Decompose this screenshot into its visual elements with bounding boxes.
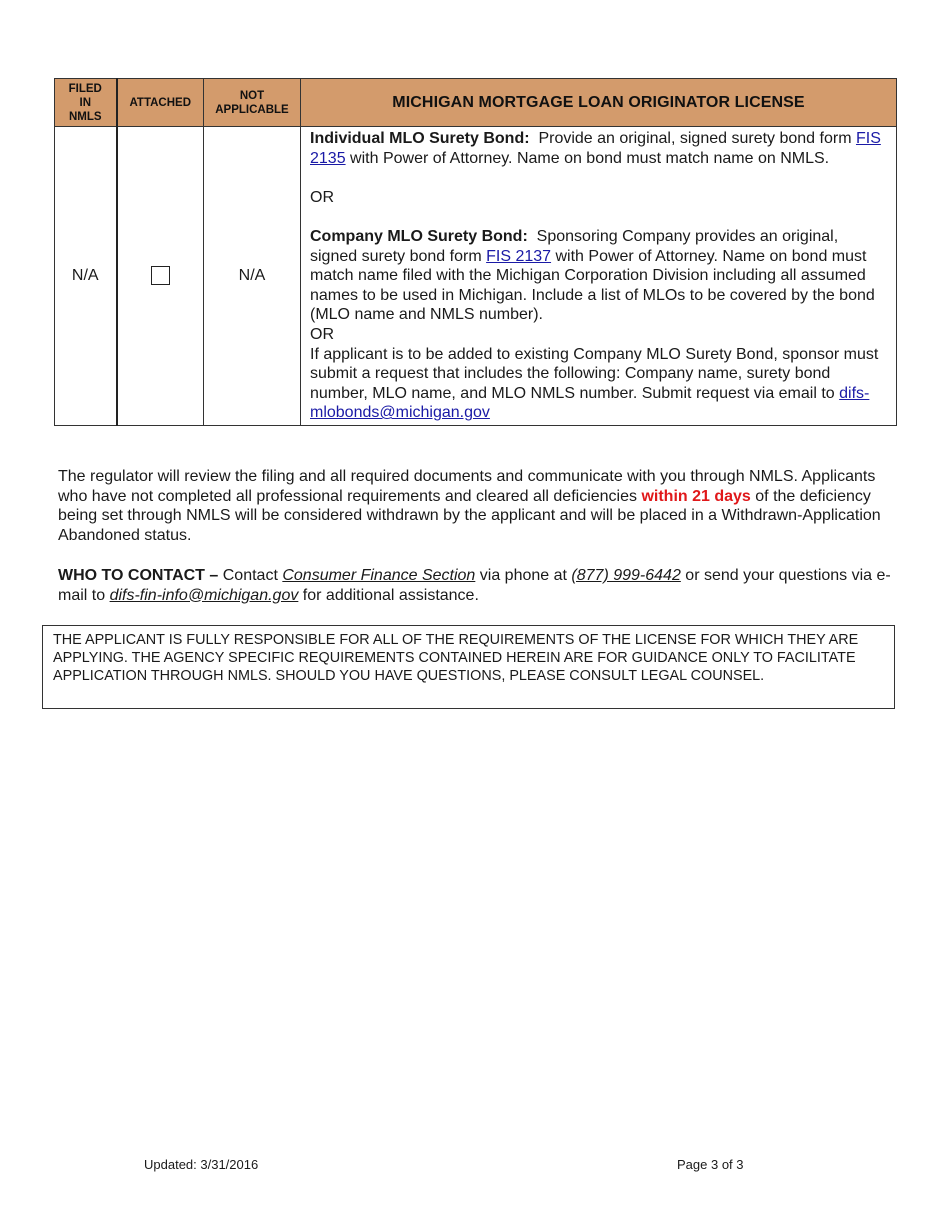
existing-bond-text: If applicant is to be added to existing Company MLO Surety Bond, sponsor must submit a request that includes the following: Company name, surety bond number, MLO name, and MLO NMLS number. Submit request via email to	[310, 345, 879, 402]
contact-email-link[interactable]: difs-fin-info@michigan.gov	[109, 586, 299, 604]
contact-phone-link[interactable]: (877) 999-6442	[571, 567, 681, 584]
individual-bond-paragraph	[310, 129, 888, 168]
table-header-row	[55, 79, 897, 127]
individual-bond-text-1: Provide an original, signed surety bond form	[538, 130, 852, 147]
header-filed-line3: NMLS	[68, 110, 102, 123]
attached-cell	[117, 127, 204, 426]
header-license-title: MICHIGAN MORTGAGE LOAN ORIGINATOR LICENSE	[301, 79, 897, 127]
deadline-highlight: within 21 days	[641, 487, 751, 505]
contact-label: WHO TO CONTACT –	[58, 567, 219, 584]
review-text-2: of the deficiency being set through NMLS will be considered withdrawn by the applicant and will be placed in a Withdrawn-Application Abandoned status.	[58, 487, 881, 544]
contact-text-2: via phone at	[479, 567, 567, 584]
fis-2137-link[interactable]: FIS 2137	[486, 247, 552, 265]
requirements-table	[54, 78, 897, 426]
existing-bond-paragraph	[310, 345, 888, 423]
contact-paragraph	[58, 566, 908, 605]
consumer-finance-section-link[interactable]: Consumer Finance Section	[282, 567, 476, 584]
company-bond-text-2: with Power of Attorney. Name on bond must match name filed with the Michigan Corporation Division including all assumed names to be used in Michigan. Include a list of MLOs to be covered by the bond (MLO name and NMLS number).	[310, 247, 875, 324]
contact-text-4: for additional assistance.	[302, 586, 479, 604]
contact-text-3: or send your questions via e-mail to	[58, 567, 891, 604]
fis-2135-link[interactable]: FIS 2135	[310, 130, 881, 167]
individual-bond-text-2: with Power of Attorney. Name on bond must match name on NMLS.	[350, 149, 830, 167]
mlobonds-email-link[interactable]: difs-mlobonds@michigan.gov	[310, 384, 870, 422]
individual-bond-label: Individual MLO Surety Bond:	[310, 130, 530, 147]
filed-cell: N/A	[55, 127, 117, 426]
review-paragraph	[58, 467, 908, 545]
contact-text-1: Contact	[222, 567, 278, 584]
footer-updated: Updated: 3/31/2016	[144, 1157, 259, 1172]
company-bond-text-1: Sponsoring Company provides an original, signed surety bond form	[310, 227, 839, 265]
header-filed-in-nmls	[55, 79, 117, 127]
header-na-line2: APPLICABLE	[215, 103, 289, 116]
header-filed-line1: FILED	[68, 82, 102, 95]
requirement-description	[301, 127, 897, 426]
header-attached: ATTACHED	[117, 79, 204, 127]
table-row	[55, 127, 897, 426]
or-separator-1: OR	[310, 188, 334, 206]
not-applicable-cell: N/A	[204, 127, 301, 426]
header-na-line1: NOT	[239, 89, 265, 102]
attached-checkbox[interactable]	[151, 266, 170, 285]
header-not-applicable	[204, 79, 301, 127]
company-bond-paragraph	[310, 227, 888, 325]
disclaimer-notice: THE APPLICANT IS FULLY RESPONSIBLE FOR ALL OF THE REQUIREMENTS OF THE LICENSE FOR WHICH THEY ARE APPLYING. THE AGENCY SPECIFIC REQUIREMENTS CONTAINED HEREIN ARE FOR GUIDANCE ONLY TO FACILITATE APPLICATION THROUGH NMLS. SHOULD YOU HAVE QUESTIONS, PLEASE CONSULT LEGAL COUNSEL.	[42, 625, 895, 709]
review-text-1: The regulator will review the filing and all required documents and communicate with you through NMLS. Applicants who have not completed all professional requirements and cleared all deficiencies	[58, 468, 876, 505]
header-filed-line2: IN	[79, 96, 91, 109]
or-separator-2: OR	[310, 325, 334, 343]
company-bond-label: Company MLO Surety Bond:	[310, 227, 528, 245]
footer-page-number: Page 3 of 3	[677, 1157, 744, 1172]
